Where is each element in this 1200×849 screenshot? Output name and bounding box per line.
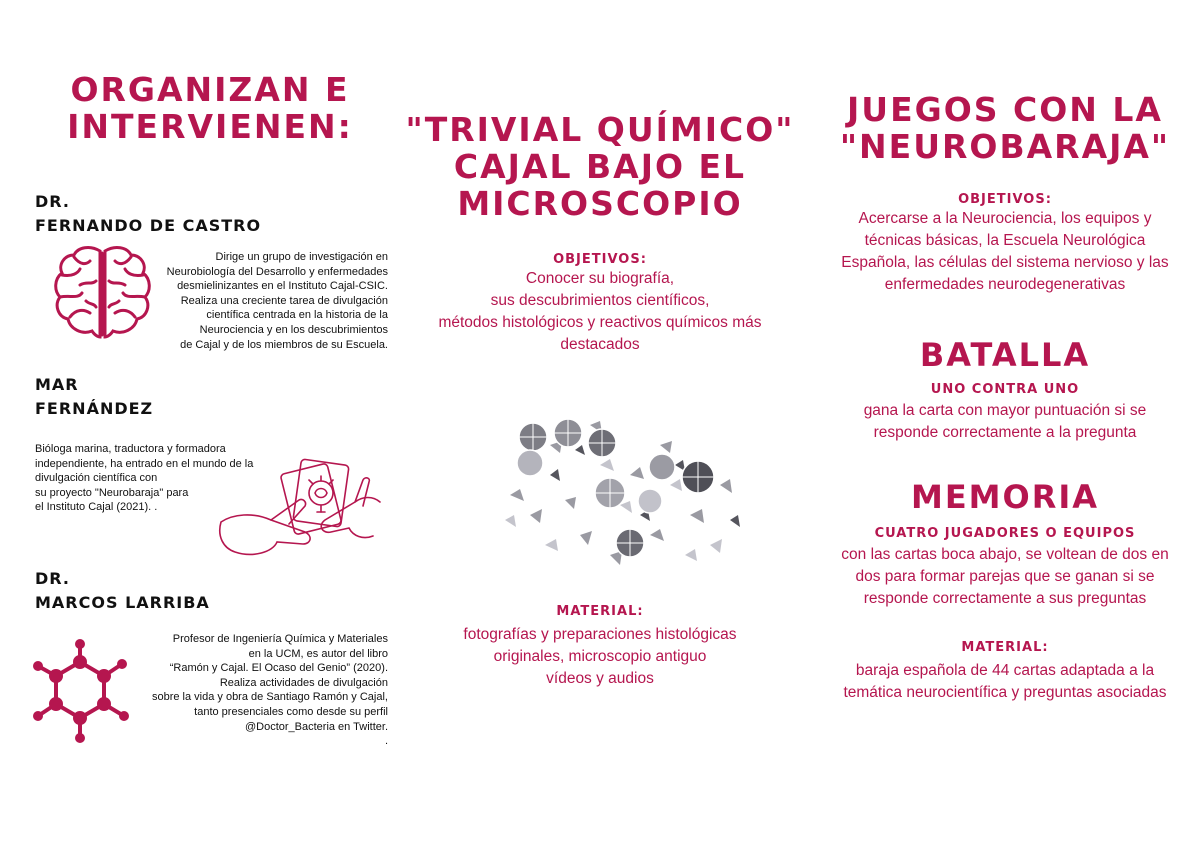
bio-line: Bióloga marina, traductora y formadora	[35, 443, 226, 455]
person-name-mar	[35, 373, 153, 421]
body-line: con las cartas boca abajo, se voltean de dos en	[841, 546, 1169, 563]
person-name-marcos	[35, 567, 210, 615]
bio-line: sobre la vida y obra de Santiago Ramón y Cajal,	[151, 691, 388, 704]
bio-line: su proyecto "Neurobaraja" para	[35, 486, 189, 499]
middle-objetivos-text	[400, 268, 800, 356]
batalla-text	[810, 400, 1200, 444]
right-material-text	[810, 660, 1200, 704]
person-bio-marcos	[138, 632, 388, 749]
right-material-label: MATERIAL:	[961, 640, 1049, 655]
bio-line: Realiza una creciente tarea de divulgación	[180, 294, 388, 307]
bio-line: Realiza actividades de divulgación	[219, 676, 388, 689]
middle-title-line: CAJAL BAJO EL	[453, 146, 747, 186]
body-line: sus descubrimientos científicos,	[490, 292, 710, 309]
bio-line: Profesor de Ingeniería Química y Materiales	[172, 633, 388, 645]
bio-line: Dirige un grupo de investigación en	[215, 251, 388, 263]
left-title-line: ORGANIZAN E	[70, 70, 350, 109]
bio-line: @Doctor_Bacteria en Twitter.	[244, 720, 388, 733]
brain-icon	[50, 243, 155, 343]
person-name-line: DR.	[35, 569, 70, 588]
person-name-line: FERNÁNDEZ	[35, 399, 154, 418]
body-line: Española, las células del sistema nervioso y las	[841, 254, 1169, 271]
hands-cards-icon	[213, 440, 388, 565]
middle-title-line: MICROSCOPIO	[457, 183, 743, 223]
middle-material-label: MATERIAL:	[556, 604, 644, 619]
middle-material-text	[400, 624, 800, 690]
body-line: enfermedades neurodegenerativas	[884, 276, 1126, 293]
middle-title-line: "TRIVIAL QUÍMICO"	[405, 110, 795, 149]
bio-line: “Ramón y Cajal. El Ocaso del Genio” (2020).	[169, 662, 388, 675]
bio-line: tanto presenciales como desde su perfil	[194, 705, 388, 718]
person-name-line: MAR	[35, 375, 79, 394]
right-title-line: JUEGOS CON LA	[847, 90, 1163, 129]
bio-line: Neurobiología del Desarrollo y enfermedades	[166, 265, 388, 278]
right-objetivos-text	[810, 208, 1200, 296]
memoria-text	[810, 544, 1200, 610]
left-title-line: INTERVIENEN:	[67, 106, 353, 146]
body-line: dos para formar parejas que se ganan si se	[855, 568, 1155, 585]
bio-line: el Instituto Cajal (2021). .	[35, 501, 158, 514]
body-line: responde correctamente a la pregunta	[873, 424, 1137, 441]
person-name-fernando	[35, 190, 261, 238]
left-title	[40, 72, 380, 146]
right-title	[810, 92, 1200, 166]
bio-line: en la UCM, es autor del libro	[248, 647, 388, 660]
bio-line: .	[384, 735, 388, 748]
body-line: gana la carta con mayor puntuación si se	[863, 402, 1147, 419]
body-line: vídeos y audios	[546, 670, 654, 687]
body-line: Acercarse a la Neurociencia, los equipos y	[858, 210, 1152, 227]
person-name-line: FERNANDO DE CASTRO	[35, 216, 262, 235]
batalla-subtitle: UNO CONTRA UNO	[930, 382, 1080, 397]
body-line: originales, microscopio antiguo	[493, 648, 707, 665]
bio-line: desmielinizantes en el Instituto Cajal-CSIC.	[177, 280, 388, 293]
right-objetivos-label: OBJETIVOS:	[958, 192, 1052, 207]
body-line: técnicas básicas, la Escuela Neurológica	[864, 232, 1146, 249]
body-line: baraja española de 44 cartas adaptada a la	[855, 662, 1155, 679]
body-line: destacados	[560, 336, 640, 353]
right-title-line: "NEUROBARAJA"	[839, 126, 1171, 166]
middle-title	[405, 112, 795, 223]
molecule-icon	[30, 638, 140, 748]
middle-objetivos-label: OBJETIVOS:	[553, 252, 647, 267]
person-name-line: DR.	[35, 192, 70, 211]
person-name-line: MARCOS LARRIBA	[35, 593, 210, 612]
memoria-title: MEMORIA	[910, 478, 1100, 516]
body-line: fotografías y preparaciones histológicas	[463, 626, 737, 643]
memoria-subtitle: CUATRO JUGADORES O EQUIPOS	[874, 526, 1136, 541]
person-bio-fernando	[158, 250, 388, 352]
body-line: temática neurocientífica y preguntas asociadas	[843, 684, 1167, 701]
body-line: métodos histológicos y reactivos químicos más	[438, 314, 762, 331]
petri-dishes-crystals-icon	[490, 405, 750, 580]
bio-line: independiente, ha entrado en el mundo de la	[35, 457, 254, 470]
bio-line: Neurociencia y en los descubrimientos	[199, 323, 388, 336]
bio-line: de Cajal y de los miembros de su Escuela.	[180, 338, 388, 351]
bio-line: divulgación científica con	[35, 472, 158, 485]
body-line: responde correctamente a sus preguntas	[863, 590, 1147, 607]
body-line: Conocer su biografía,	[525, 270, 675, 287]
batalla-title: BATALLA	[919, 336, 1091, 374]
bio-line: científica centrada en la historia de la	[206, 309, 388, 322]
